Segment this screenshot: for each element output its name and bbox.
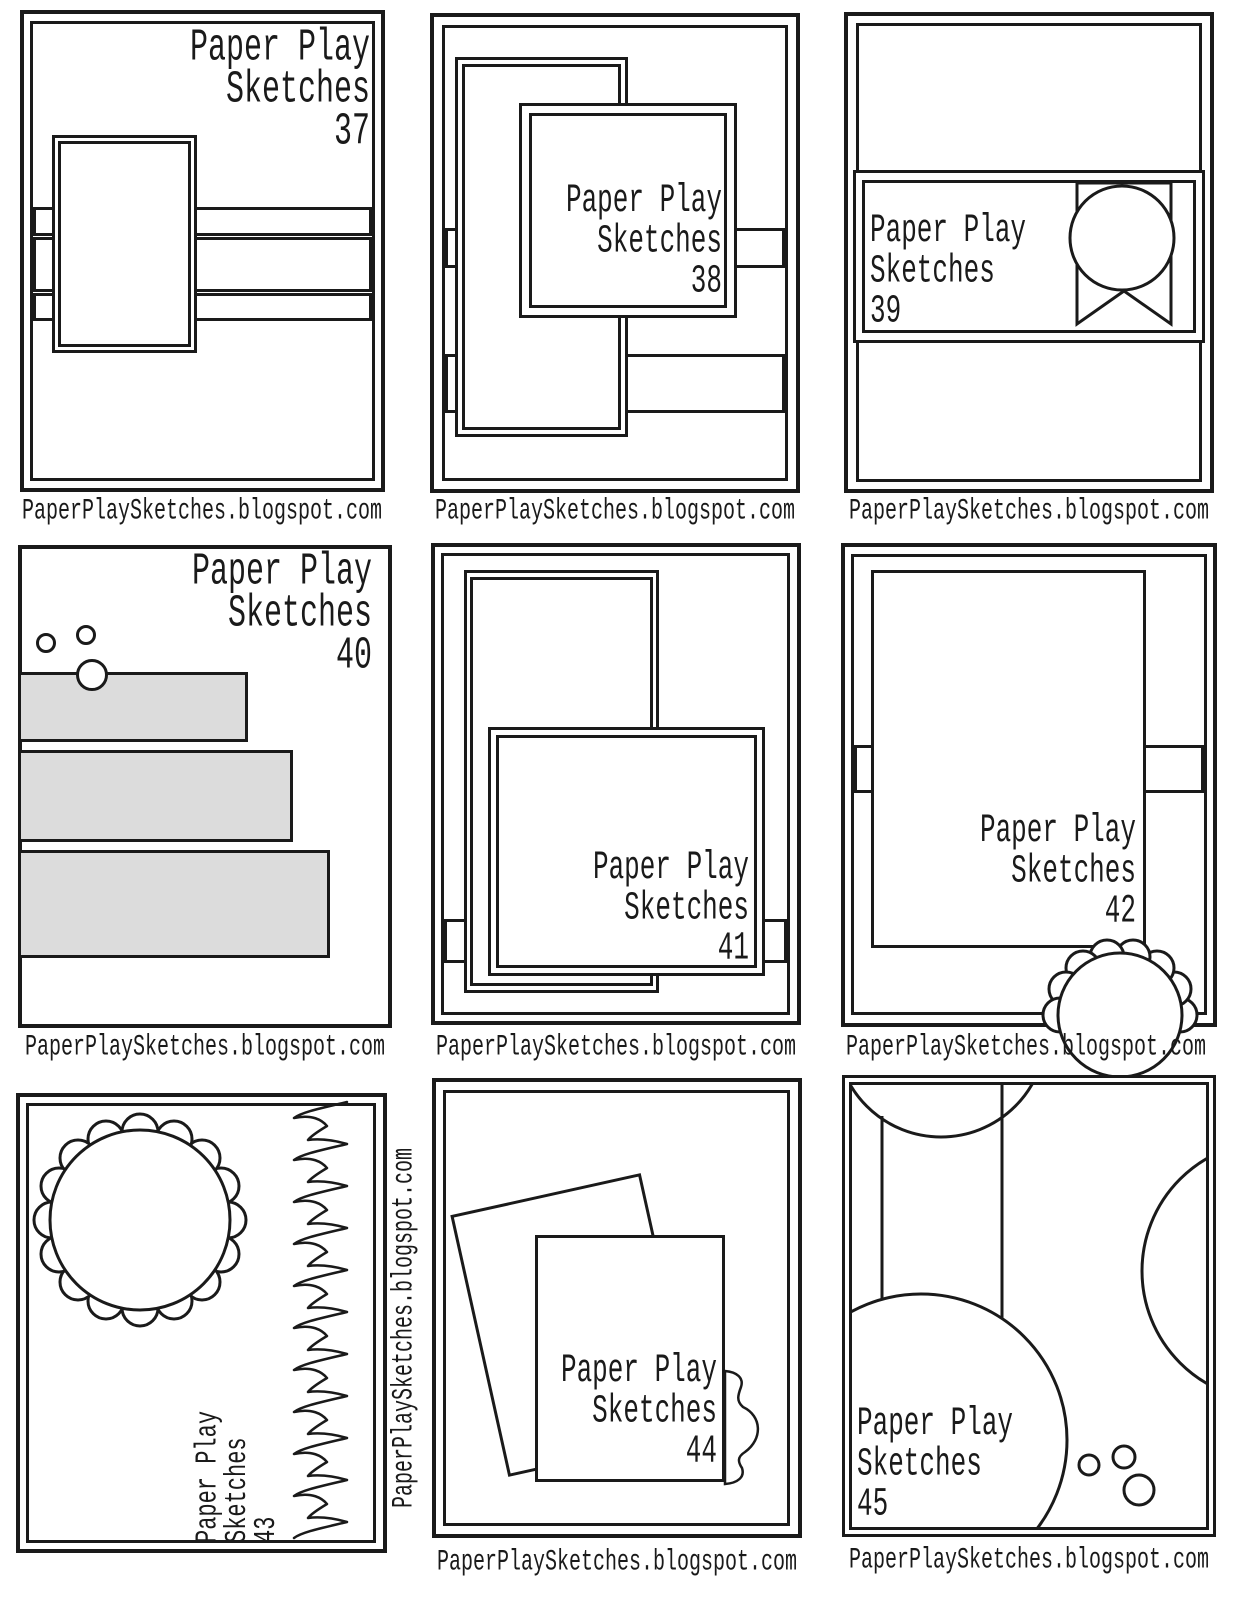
scallop-flower-icon [30,1110,250,1330]
dot-circle-icon [76,625,96,645]
sketch-number: 38 [690,257,722,304]
site-caption: PaperPlaySketches.blogspot.com [387,1147,422,1508]
site-caption: PaperPlaySketches.blogspot.com [846,1030,1207,1065]
sketch-panel-41 [412,530,824,1065]
sketch-title [189,23,370,159]
title-line-2: Sketches [227,589,372,641]
sketch-number: 43 [249,1516,284,1543]
dot-circle-icon [1124,1475,1154,1505]
badge-ribbon-icon [1069,178,1184,330]
sketch-title [592,843,749,971]
scallop-semicircle-icon [1024,925,1216,1015]
sketch-title [190,1403,284,1543]
site-caption: PaperPlaySketches.blogspot.com [849,494,1210,529]
right-circle-arc [1142,1141,1237,1401]
bracket-flourish-icon [722,1365,774,1490]
title-line-2: Sketches [1011,847,1136,894]
title-line-2: Sketches [624,884,749,931]
sketch-number: 40 [335,631,372,683]
site-caption: PaperPlaySketches.blogspot.com [849,1543,1210,1578]
title-line-2: Sketches [592,1387,717,1434]
sketch-panel-37 [0,0,412,530]
site-caption: PaperPlaySketches.blogspot.com [22,494,383,529]
title-line-2: Sketches [857,1440,982,1487]
gray-bar [18,750,293,842]
dot-circle-icon [36,633,56,653]
title-line-2: Sketches [219,1437,255,1543]
sketch-number: 45 [857,1480,889,1527]
title-line-1: Paper Play [979,806,1136,854]
gray-bar [18,850,330,958]
sketch-panel-42 [824,530,1237,1065]
flower-center-circle [50,1130,230,1310]
site-caption: PaperPlaySketches.blogspot.com [435,494,796,529]
title-line-2: Sketches [225,65,370,117]
site-caption: PaperPlaySketches.blogspot.com [437,1545,798,1580]
sketch-panel-40 [0,530,412,1065]
title-line-1: Paper Play [870,206,1027,254]
sketch-title [870,206,1027,334]
title-line-1: Paper Play [857,1399,1014,1447]
sketch-title [565,176,722,304]
sketch-panel-43 [0,1060,422,1600]
sketch-title [979,806,1136,934]
title-line-1: Paper Play [560,1346,717,1394]
title-line-1: Paper Play [191,547,372,599]
sketch-title [191,547,372,683]
site-caption: PaperPlaySketches.blogspot.com [25,1030,386,1065]
sketch-number: 37 [333,107,370,159]
dot-circle-icon [1113,1446,1135,1468]
dot-circle-icon [76,659,108,691]
title-line-1: Paper Play [565,176,722,224]
grass-border-icon [291,1100,353,1546]
title-line-2: Sketches [870,247,995,294]
title-line-1: Paper Play [189,23,370,75]
sketch-number: 39 [870,287,902,334]
title-line-1: Paper Play [592,843,749,891]
gray-bar [18,672,248,742]
sketch-title [857,1399,1014,1527]
sketch-number: 44 [685,1427,717,1474]
sketch-panel-39 [824,0,1237,530]
sketch-number: 41 [717,924,749,971]
sketch-number: 42 [1104,887,1136,934]
dot-circle-icon [1079,1455,1099,1475]
photo-frame [58,141,191,347]
sketch-title [560,1346,717,1474]
sketch-panel-45 [824,1060,1237,1600]
sketch-panel-38 [412,0,824,530]
site-caption: PaperPlaySketches.blogspot.com [436,1030,797,1065]
title-line-1: Paper Play [190,1410,226,1543]
title-line-2: Sketches [597,217,722,264]
sketch-panel-44 [412,1060,824,1600]
badge-circle [1070,186,1174,290]
